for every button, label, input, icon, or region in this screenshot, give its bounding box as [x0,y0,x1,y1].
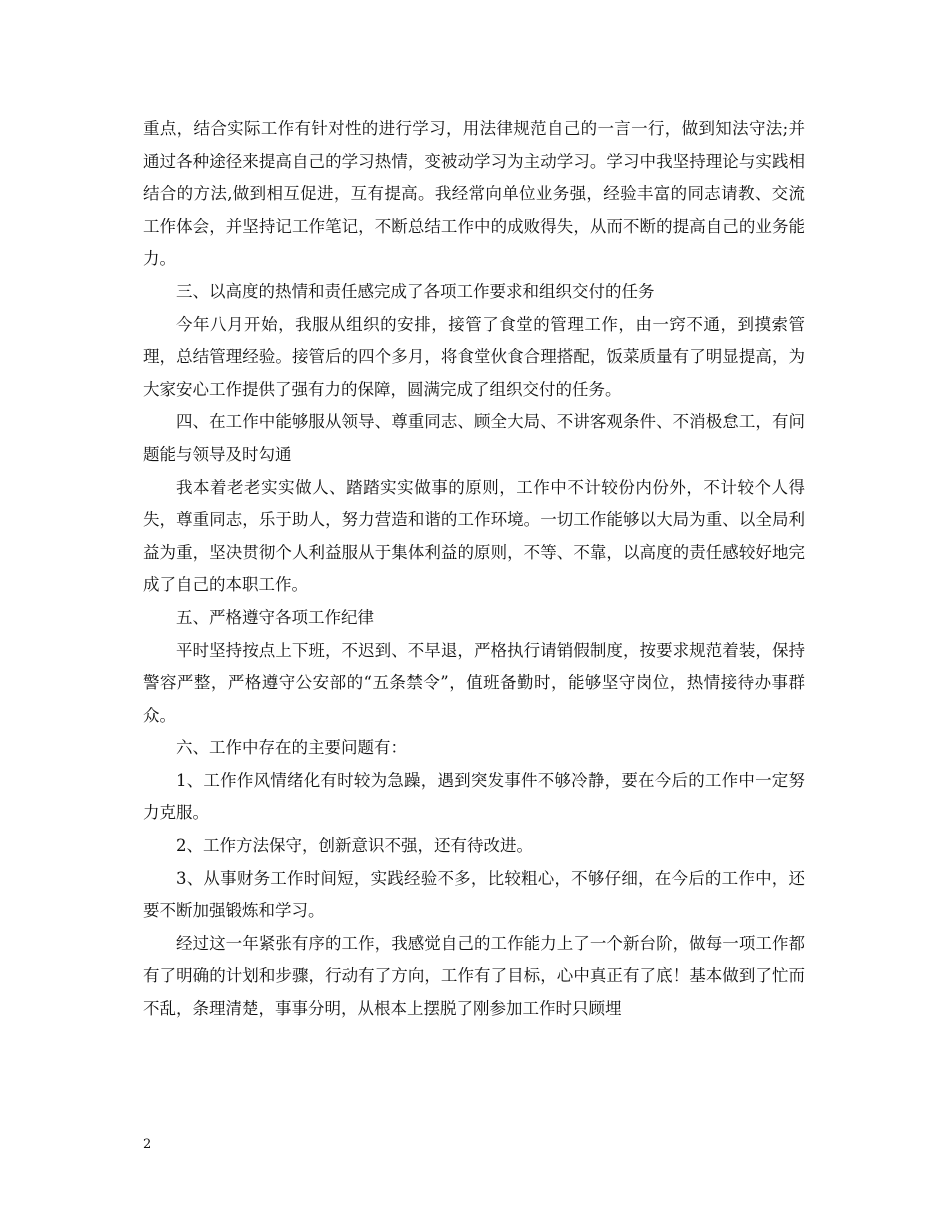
list-item-1: 1、工作作风情绪化有时较为急躁，遇到突发事件不够冷静，要在今后的工作中一定努力克服。 [143,770,805,823]
page-number: 2 [143,1137,152,1152]
section-heading-3: 三、以高度的热情和责任感完成了各项工作要求和组织交付的任务 [176,281,655,301]
document-body [143,113,805,1026]
paragraph-7: 平时坚持按点上下班，不迟到、不早退，严格执行请销假制度，按要求规范着装，保持警容严整，严格遵守公安部的“五条禁令”，值班备勤时，能够坚守岗位，热情接待办事群众。 [143,640,805,725]
section-heading-5: 五、严格遵守各项工作纪律 [176,607,374,627]
paragraph-1: 重点，结合实际工作有针对性的进行学习，用法律规范自己的一言一行，做到知法守法;并通过各种途径来提高自己的学习热情，变被动学习为主动学习。学习中我坚持理论与实践相结合的方法,做到相互促进，互有提高。我经常向单位业务强，经验丰富的同志请教、交流工作体会，并坚持记工作笔记，不断总结工作中的成败得失，从而不断的提高自己的业务能力。 [143,119,805,269]
paragraph-3: 今年八月开始，我服从组织的安排，接管了食堂的管理工作，由一窍不通，到摸索管理，总结管理经验。接管后的四个多月，将食堂伙食合理搭配，饭菜质量有了明显提高，为大家安心工作提供了强有力的保障，圆满完成了组织交付的任务。 [143,314,805,399]
paragraph-12: 经过这一年紧张有序的工作，我感觉自己的工作能力上了一个新台阶，做每一项工作都有了明确的计划和步骤，行动有了方向，工作有了目标，心中真正有了底！基本做到了忙而不乱，条理清楚，事事分明，从根本上摆脱了刚参加工作时只顾埋 [143,933,805,1019]
section-heading-6: 六、工作中存在的主要问题有： [176,738,407,758]
section-heading-4: 四、在工作中能够服从领导、尊重同志、顾全大局、不讲客观条件、不消极怠工，有问题能与领导及时勾通 [143,412,805,464]
list-item-2: 2、工作方法保守，创新意识不强，还有待改进。 [176,836,533,856]
paragraph-5: 我本着老老实实做人、踏踏实实做事的原则，工作中不计较份内份外，不计较个人得失，尊重同志，乐于助人，努力营造和谐的工作环境。一切工作能够以大局为重、以全局利益为重，坚决贯彻个人利益服从于集体利益的原则，不等、不靠，以高度的责任感较好地完成了自己的本职工作。 [143,477,805,595]
list-item-3: 3、从事财务工作时间短，实践经验不多，比较粗心，不够仔细，在今后的工作中，还要不断加强锻炼和学习。 [143,868,805,921]
